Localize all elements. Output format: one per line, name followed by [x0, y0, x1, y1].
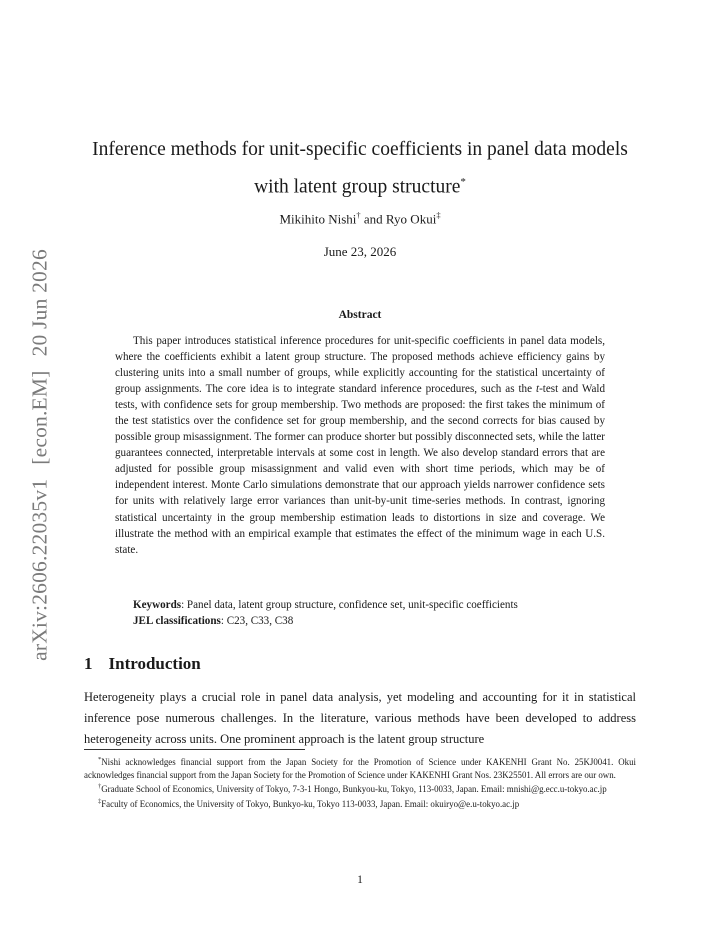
jel-text: : C23, C33, C38	[220, 615, 294, 627]
keywords-label: Keywords	[133, 599, 182, 611]
jel-label: JEL classifications	[133, 615, 221, 627]
footnote	[84, 781, 636, 796]
section-number: 1	[84, 654, 93, 673]
author-name: Ryo Okui	[385, 211, 437, 227]
abstract-text-part: This paper introduces statistical inference procedures for unit-specific coefficients in panel data models, where the coefficients exhibit a latent group structure. The proposed methods achieve efficiency gains by clustering units into a small number of groups, while explicitly accounting for the statistical uncertainty of group assignments. The core idea is to integrate standard inference procedures, such as the	[115, 335, 605, 396]
abstract-text	[115, 333, 605, 558]
introduction-paragraph: Heterogeneity plays a crucial role in panel data analysis, yet modeling and accounting for it in statistical inference pose numerous challenges. In the literature, various methods have been developed to address heterogeneity across units. One prominent approach is the latent group structure	[84, 690, 636, 746]
keywords-text: : Panel data, latent group structure, confidence set, unit-specific coefficients	[181, 599, 518, 611]
keywords-line	[133, 597, 605, 613]
footnote-text: Graduate School of Economics, University of Tokyo, 7-3-1 Hongo, Bunkyou-ku, Tokyo, 113-0033, Japan. Email: mnishi@g.ecc.u-tokyo.ac.jp	[101, 784, 607, 795]
abstract-text-part: -test and Wald tests, with confidence sets for group membership. Two methods are proposed: the first takes the minimum of the test statistics over the confidence set for group membership, and the second corrects for bias caused by possible group misassignment. The former can produce shorter but possibly disconnected sets, while the latter guarantees connected, interpretable intervals at some cost in length. We also develop standard errors that are adjusted for possible group misassignment and valid even with short time periods, which may be of independent interest. Monte Carlo simulations demonstrate that our approach yields narrower confidence sets for units with relatively large error variances than unit-by-unit time-series methods. In contrast, ignoring statistical uncertainty in the group membership estimation leads to distortions in size and coverage. We illustrate the method with an empirical example that estimates the effect of the minimum wage in each U.S. state.	[115, 383, 606, 556]
title-line-1: Inference methods for unit-specific coefficients in panel data models	[92, 139, 628, 160]
paper-title	[84, 134, 636, 204]
arxiv-identifier-stamp	[28, 249, 53, 661]
footnote-text: Nishi acknowledges financial support from the Japan Society for the Promotion of Science under KAKENHI Grant No. 25KJ0041. Okui acknowledges financial support from the Japan Society for the Promotion of Science under KAKENHI Grant Nos. 23K25501. All errors are our own.	[84, 756, 636, 780]
paper-date: June 23, 2026	[323, 244, 397, 259]
title-line-2	[84, 166, 636, 204]
footnotes	[84, 754, 636, 811]
author-footnote-mark: †	[356, 210, 361, 220]
footnote-mark: †	[98, 783, 102, 791]
jel-line	[133, 613, 605, 629]
arxiv-id: arXiv:2606.22035v1	[27, 478, 52, 661]
keywords-block	[133, 597, 605, 629]
title-footnote-mark: *	[460, 176, 466, 188]
section-title: Introduction	[108, 654, 201, 673]
author-connector: and	[360, 211, 386, 227]
abstract-italic-term: t	[535, 383, 540, 396]
footnote-mark: *	[98, 756, 102, 763]
section-heading	[84, 654, 201, 674]
author-name: Mikihito Nishi	[279, 211, 357, 227]
footnote-divider	[84, 749, 305, 750]
footnote	[84, 796, 636, 811]
arxiv-date: 20 Jun 2026	[27, 249, 52, 357]
author-list	[84, 210, 636, 227]
footnote-text: Faculty of Economics, the University of Tokyo, Bunkyo-ku, Tokyo 113-0033, Japan. Email: okuiryo@e.u-tokyo.ac.jp	[101, 799, 520, 810]
author-footnote-mark: ‡	[436, 210, 441, 220]
title-line-2-text: with latent group structure	[254, 176, 461, 198]
arxiv-category: [econ.EM]	[27, 370, 52, 465]
abstract-heading: Abstract	[338, 309, 382, 321]
footnote	[84, 754, 636, 781]
footnote-mark: ‡	[98, 798, 102, 806]
page-number: 1	[357, 874, 363, 886]
